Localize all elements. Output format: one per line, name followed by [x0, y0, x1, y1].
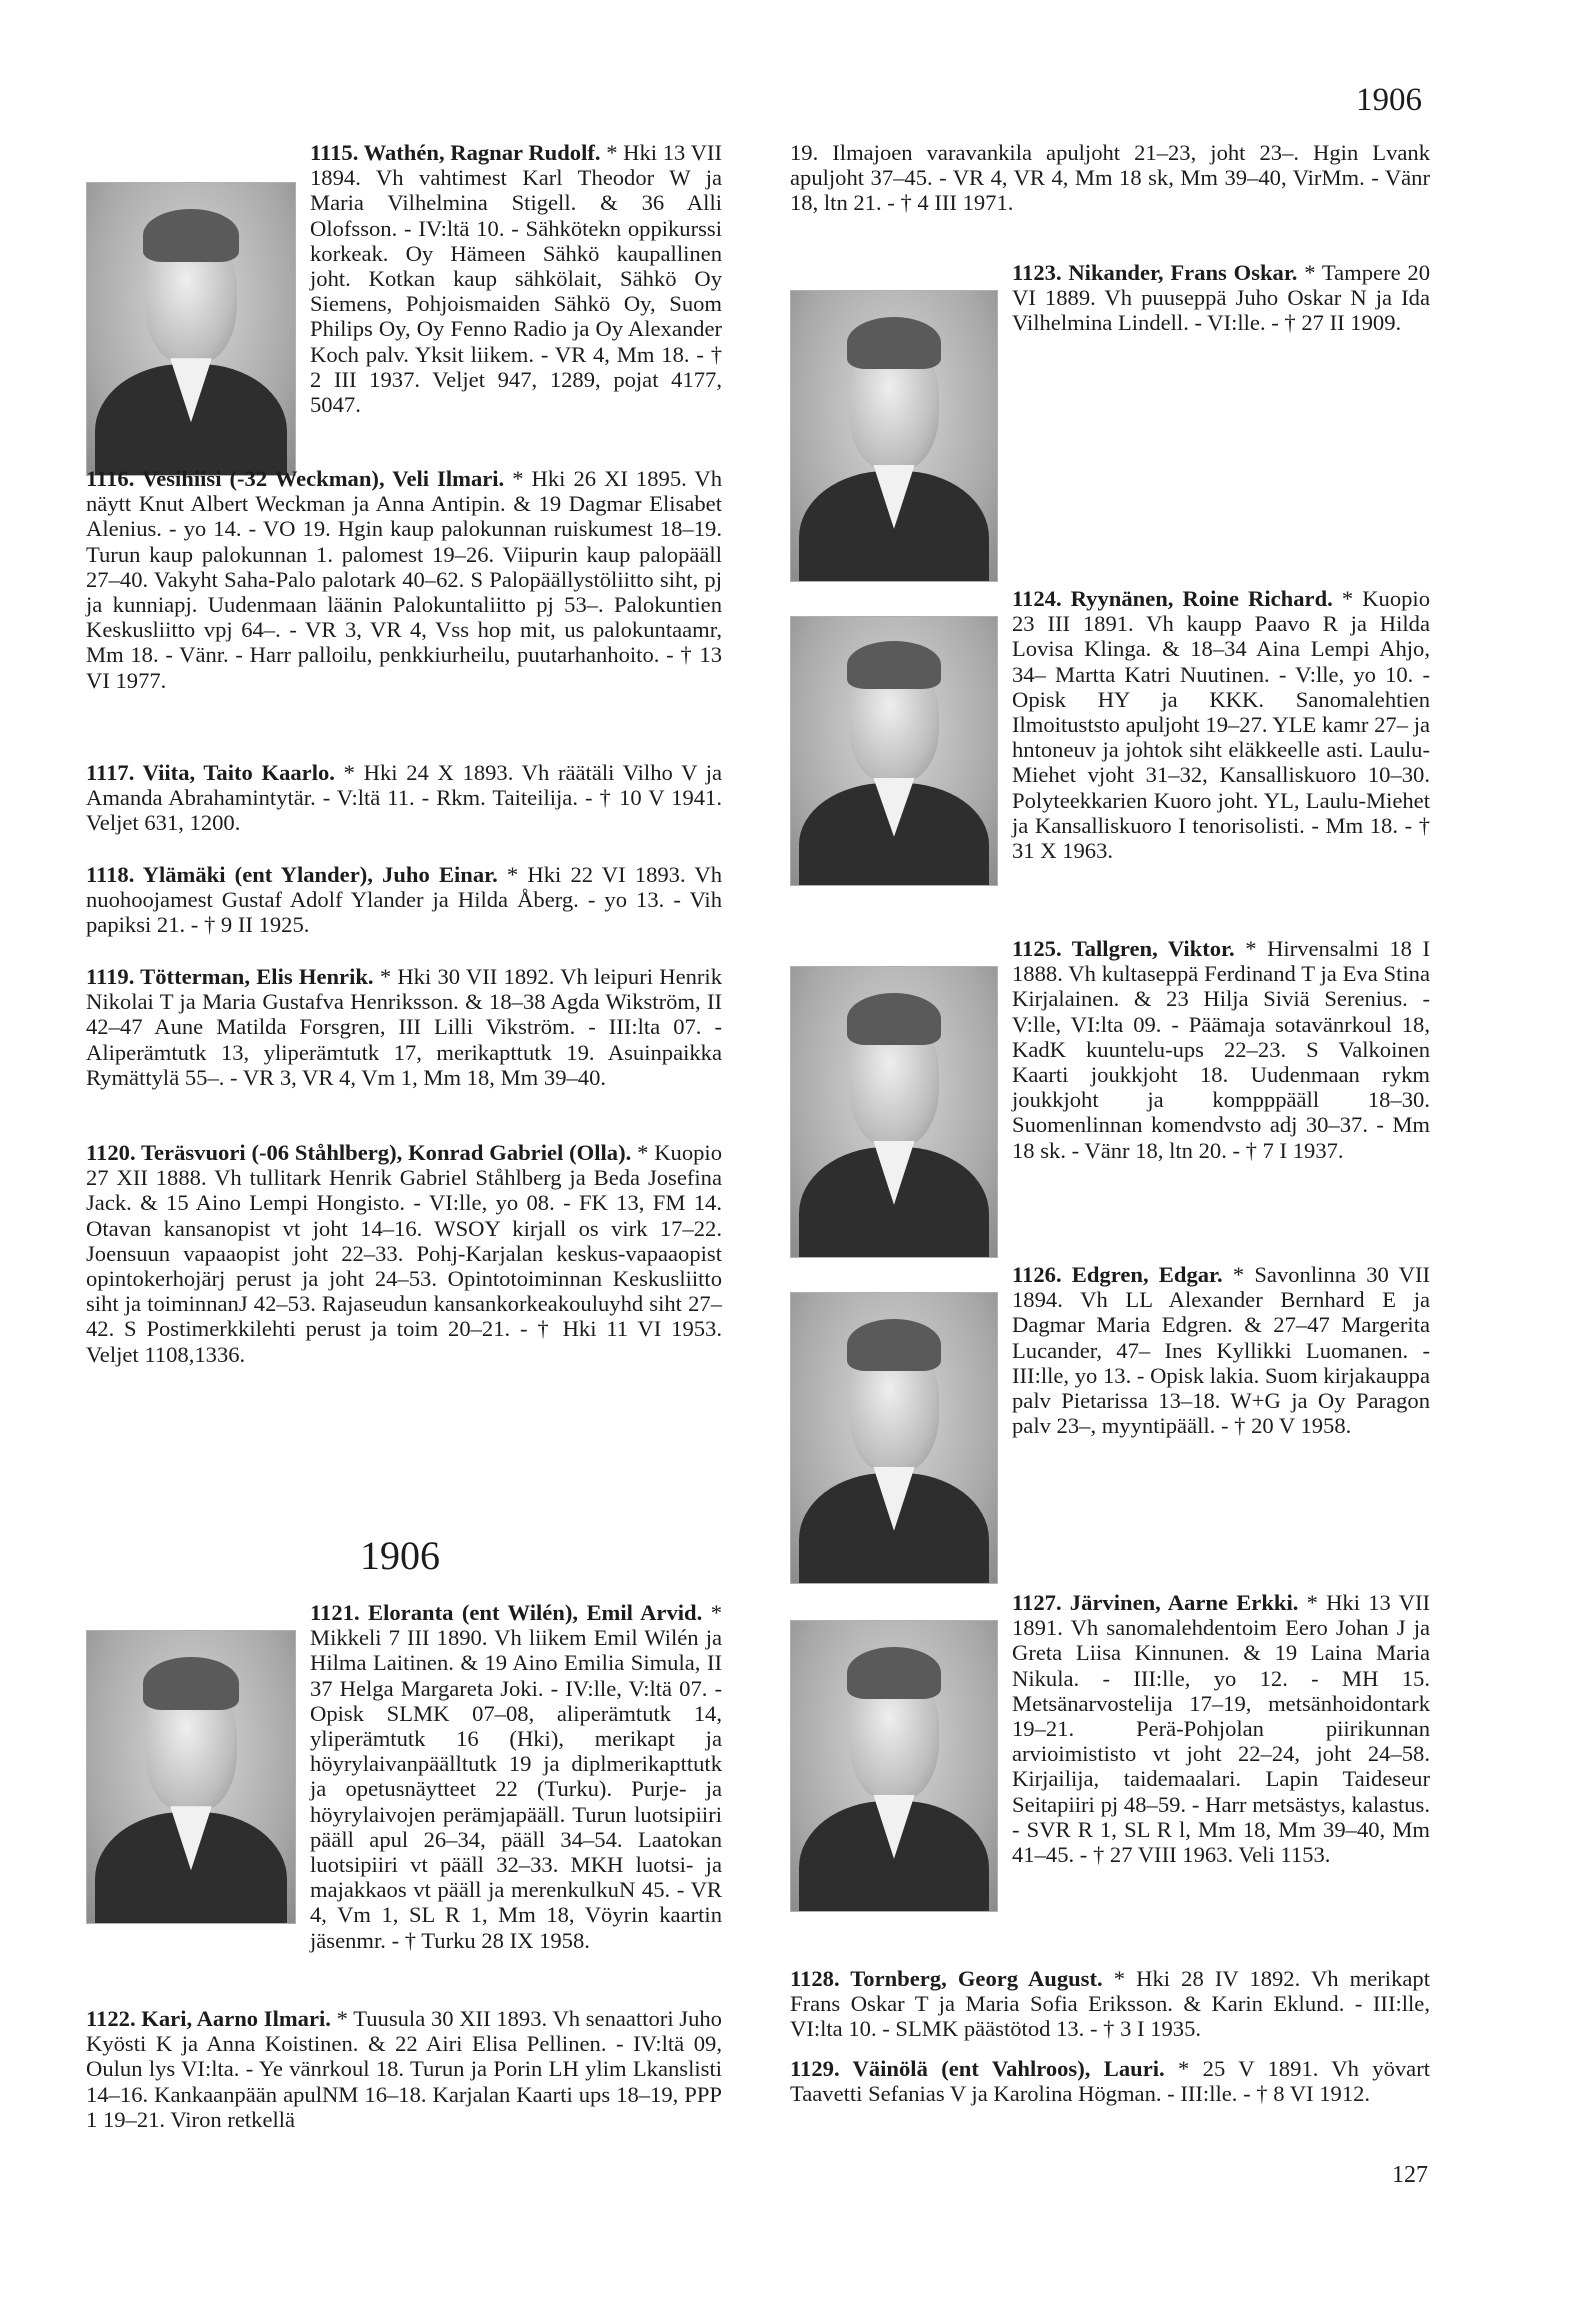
- portrait-photo: [790, 290, 998, 582]
- entry-1126: [790, 1262, 1430, 1590]
- entry-text: * Kuopio 23 III 1891. Vh kaupp Paavo R ja Hilda Lovisa Klinga. & 18–34 Aina Lempi Ahjo, 34– Martta Katri Nuutinen. - V:lle, yo 10. - Opisk HY ja KKK. Sanomalehtien Ilmoituststo apuljoht 19–27. YLE kamr 27– ja hntoneuv ja johtok siht eläkkeelle asti. Laulu-Miehet vjoht 31–32, Kansalliskuoro 10–30. Polyteekkarien Kuoro joht. YL, Laulu-Miehet ja Kansalliskuoro I tenorisolisti. - Mm 18. - † 31 X 1963.: [1012, 586, 1431, 864]
- entry-text: * Mikkeli 7 III 1890. Vh liikem Emil Wilén ja Hilma Laitinen. & 19 Aino Emilia Simula, II 37 Helga Margareta Joki. - IV:lle, V:ltä 07. - Opisk SLMK 07–08, aliperämtutk 14, yliperämtutk 16 (Hki), merikapt ja höyrylaivanpäälltutk 19 ja diplmerikapttutk ja opetusnäytteet 22 (Turku). Purje- ja höyrylaivojen perämjapääll. Turun luotsipiiri pääll apul 26–34, pääll 34–54. Laatokan luotsipiiri vt pääll 32–33. MKH luotsi- ja majakkaos vt pääll ja merenkulkuN 45. - VR 4, Vm 1, SL R 1, Mm 18, Vöyrin kaartin jäsenmr. - † Turku 28 IX 1958.: [310, 1600, 722, 1953]
- entry-heading: 1126. Edgren, Edgar.: [1012, 1262, 1223, 1287]
- entry-heading: 1128. Tornberg, Georg August.: [790, 1966, 1103, 1991]
- entry-heading: 1127. Järvinen, Aarne Erkki.: [1012, 1590, 1299, 1615]
- portrait-photo: [86, 182, 296, 476]
- entry-heading: 1129. Väinölä (ent Vahlroos), Lauri.: [790, 2056, 1165, 2081]
- entry-text: * Hirvensalmi 18 I 1888. Vh kultaseppä Ferdinand T ja Eva Stina Kirjalainen. & 23 Hilja Siviä Serenius. - V:lle, VI:lta 09. - Päämaja sotavänrkoul 18, KadK kuuntelu-ups 22–23. S Valkoinen Kaarti joukkjoht 18. Uudenmaan rykm joukkjoht ja kompppääll 18–30. Suomenlinnan komendvsto adj 30–37. - Mm 18 sk. - Vänr 18, ltn 20. - † 7 I 1937.: [1012, 936, 1430, 1163]
- entry-heading: 1118. Ylämäki (ent Ylander), Juho Einar.: [86, 862, 498, 887]
- entry-heading: 1122. Kari, Aarno Ilmari.: [86, 2006, 331, 2031]
- entry-text: * Hki 30 VII 1892. Vh leipuri Henrik Nikolai T ja Maria Gustafva Henriksson. & 18–38 Agda Wikström, II 42–47 Aune Matilda Forsgren, III Lilli Vikström. - III:lta 07. - Aliperämtutk 13, yliperämtutk 17, merikapttutk 19. Asuinpaikka Rymättylä 55–. - VR 3, VR 4, Vm 1, Mm 18, Mm 39–40.: [86, 964, 722, 1090]
- portrait-photo: [790, 1620, 998, 1912]
- entry-heading: 1115. Wathén, Ragnar Rudolf.: [310, 140, 601, 165]
- entry-text: * 25 V 1891. Vh yövart Taavetti Sefanias V ja Karolina Högman. - III:lle. - † 8 VI 1912.: [790, 2056, 1431, 2107]
- entry-1121: [86, 1600, 722, 1953]
- entry-1116: [86, 466, 722, 693]
- entry-text: * Kuopio 27 XII 1888. Vh tullitark Henrik Gabriel Ståhlberg ja Beda Josefina Jack. & 15 Aino Lempi Hongisto. - VI:lle, yo 08. - FK 13, FM 14. Otavan kansanopist vt joht 14–16. WSOY kirjall os virk 17–22. Joensuun vapaaopist joht 22–33. Pohj-Karjalan keskus-vapaaopist opintokerhojärj perust ja joht 24–53. Opintotoiminnan Keskusliitto siht ja toiminnanJ 42–53. Rajaseudun kansankorkeakouluyhd siht 27–42. S Postimerkkilehti perust ja toim 20–21. - † Hki 11 VI 1953. Veljet 1108,1336.: [86, 1140, 722, 1367]
- entry-heading: 1123. Nikander, Frans Oskar.: [1012, 260, 1298, 285]
- entry-1122: [86, 2006, 722, 2132]
- entry-1124: [790, 586, 1430, 892]
- mid-year: 1906: [360, 1533, 440, 1578]
- page-number: 127: [1392, 2162, 1428, 2188]
- entry-heading: 1124. Ryynänen, Roine Richard.: [1012, 586, 1333, 611]
- entry-text: * Hki 28 IV 1892. Vh merikapt Frans Oskar T ja Maria Sofia Eriksson. & Karin Eklund. - III:lle, VI:lta 10. - SLMK päästötod 13. - † 3 I 1935.: [790, 1966, 1430, 2042]
- page-year-top: 1906: [1356, 82, 1422, 118]
- entry-1123: [790, 260, 1430, 588]
- entry-1125: [790, 936, 1430, 1264]
- portrait-photo: [790, 616, 998, 886]
- entry-heading: 1117. Viita, Taito Kaarlo.: [86, 760, 335, 785]
- entry-1122-continued: [790, 140, 1430, 216]
- entry-1119: [86, 964, 722, 1090]
- entry-1118: [86, 862, 722, 938]
- entry-text: * Tampere 20 VI 1889. Vh puuseppä Juho Oskar N ja Ida Vilhelmina Lindell. - VI:lle. - † 27 II 1909.: [1012, 260, 1430, 336]
- entry-heading: 1119. Tötterman, Elis Henrik.: [86, 964, 374, 989]
- entry-1128: [790, 1966, 1430, 2042]
- entry-heading: 1116. Vesihiisi (-32 Weckman), Veli Ilmari.: [86, 466, 505, 491]
- entry-1120: [86, 1140, 722, 1367]
- entry-text: * Savonlinna 30 VII 1894. Vh LL Alexander Bernhard E ja Dagmar Maria Edgren. & 27–47 Margerita Lucander, 47– Ines Kyllikki Luomanen. - III:lle, yo 13. - Opisk lakia. Suom kirjakauppa palv Pietarissa 13–18. W+G ja Oy Paragon palv 23–, myyntipääll. - † 20 V 1958.: [1012, 1262, 1430, 1439]
- entry-1117: [86, 760, 722, 836]
- entry-1127: [790, 1590, 1430, 1918]
- portrait-photo: [86, 1630, 296, 1924]
- entry-text: 19. Ilmajoen varavankila apuljoht 21–23, joht 23–. Hgin Lvank apuljoht 37–45. - VR 4, VR 4, Mm 18 sk, Mm 39–40, VirMm. - Vänr 18, ltn 21. - † 4 III 1971.: [790, 140, 1430, 216]
- entry-text: * Hki 26 XI 1895. Vh näytt Knut Albert Weckman ja Anna Antipin. & 19 Dagmar Elisabet Alenius. - yo 14. - VO 19. Hgin kaup palokunnan ruiskumest 18–19. Turun kaup palokunnan 1. palomest 19–26. Viipurin kaup palopääll 27–40. Vakyht Saha-Palo palotark 40–62. S Palopäällystöliitto siht, pj ja kunniapj. Uudenmaan läänin Palokuntaliitto pj 53–. Palokuntien Keskusliitto vpj 64–. - VR 3, VR 4, Vss hop mit, us palokuntaamr, Mm 18. - Vänr. - Harr palloilu, penkkiurheilu, puutarhanhoito. - † 13 VI 1977.: [86, 466, 722, 693]
- portrait-photo: [790, 1292, 998, 1584]
- entry-1115: [86, 140, 722, 482]
- entry-1129: [790, 2056, 1430, 2106]
- entry-text: * Hki 13 VII 1891. Vh sanomalehdentoim Eero Johan J ja Greta Liisa Kinnunen. & 19 Laina Maria Nikula. - III:lle, yo 12. - MH 15. Metsänarvostelija 17–19, metsänhoidontark 19–21. Perä-Pohjolan piirikunnan arvioimististo vt joht 22–24, joht 24–58. Kirjailija, taidemaalari. Lapin Taideseur Seitapiiri pj 48–59. - Harr metsästys, kalastus. - SVR R 1, SL R l, Mm 18, Mm 39–40, Mm 41–45. - † 27 VIII 1963. Veli 1153.: [1012, 1590, 1430, 1868]
- entry-text: * Hki 24 X 1893. Vh räätäli Vilho V ja Amanda Abrahamintytär. - V:ltä 11. - Rkm. Taiteilija. - † 10 V 1941. Veljet 631, 1200.: [86, 760, 722, 836]
- entry-text: * Tuusula 30 XII 1893. Vh senaattori Juho Kyösti K ja Anna Koistinen. & 22 Airi Elisa Pellinen. - IV:ltä 09, Oulun lys VI:lta. - Ye vänrkoul 18. Turun ja Porin LH ylim Lkanslisti 14–16. Kankaanpään apulNM 16–18. Karjalan Kaarti ups 18–19, PPP 1 19–21. Viron retkellä: [86, 2006, 722, 2132]
- entry-heading: 1120. Teräsvuori (-06 Ståhlberg), Konrad Gabriel (Olla).: [86, 1140, 632, 1165]
- portrait-photo: [790, 966, 998, 1258]
- entry-text: * Hki 13 VII 1894. Vh vahtimest Karl Theodor W ja Maria Vilhelmina Stigell. & 36 Alli Olofsson. - IV:ltä 10. - Sähkötekn oppikurssi korkeak. Oy Hämeen Sähkö kaupallinen joht. Kotkan kaup sähkölait, Sähkö Oy Siemens, Pohjoismaiden Sähkö Oy, Suom Philips Oy, Oy Fenno Radio ja Oy Alexander Koch palv. Yksit liikem. - VR 4, Mm 18. - † 2 III 1937. Veljet 947, 1289, pojat 4177, 5047.: [310, 140, 722, 418]
- entry-heading: 1125. Tallgren, Viktor.: [1012, 936, 1235, 961]
- entry-text: * Hki 22 VI 1893. Vh nuohoojamest Gustaf Adolf Ylander ja Hilda Åberg. - yo 13. - Vih papiksi 21. - † 9 II 1925.: [86, 862, 722, 938]
- entry-heading: 1121. Eloranta (ent Wilén), Emil Arvid.: [310, 1600, 703, 1625]
